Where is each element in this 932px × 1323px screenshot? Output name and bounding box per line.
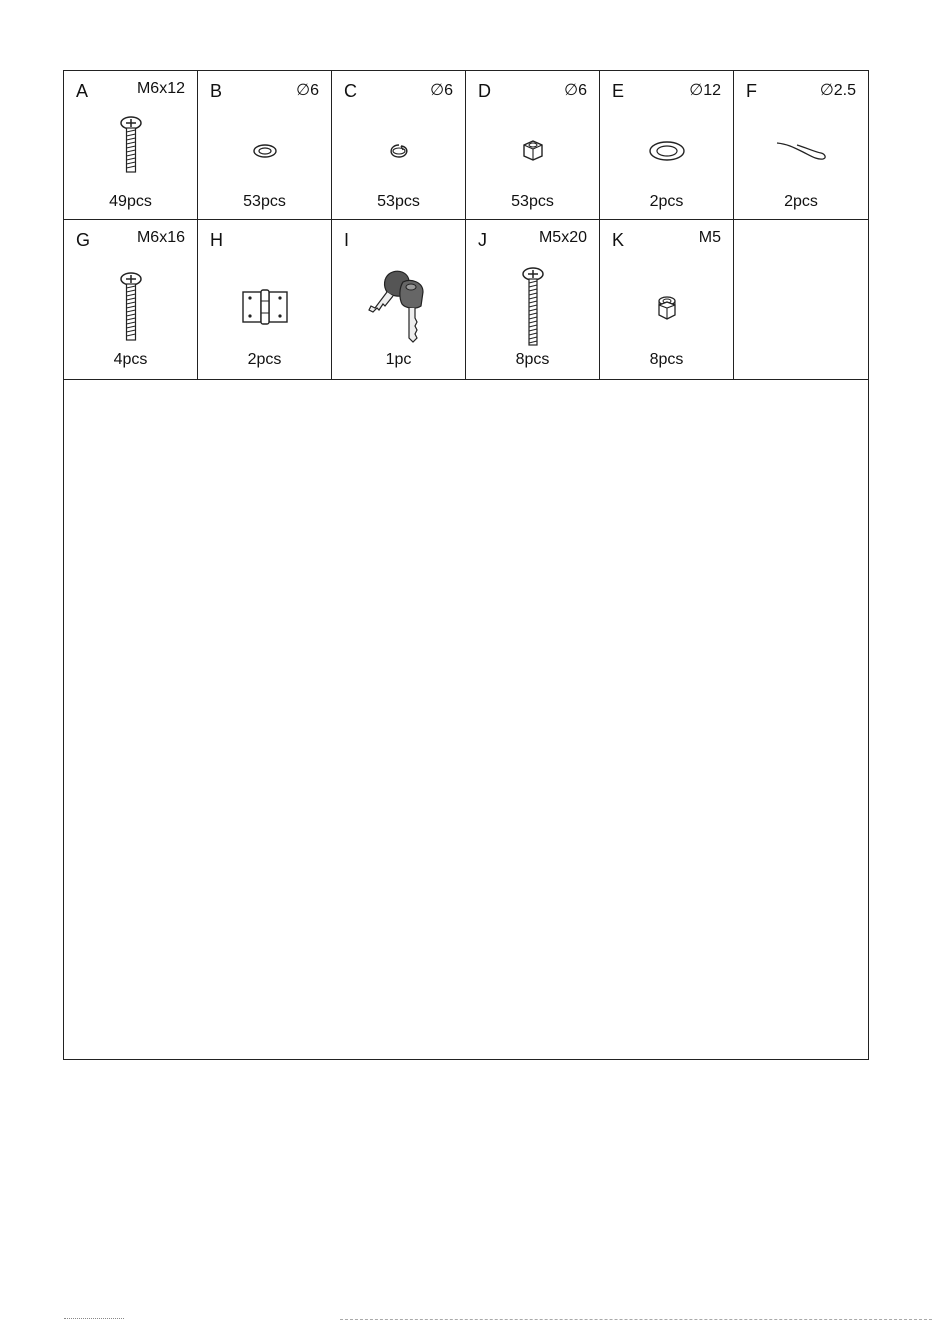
part-cell-k <box>600 220 734 380</box>
spring-washer-icon <box>384 141 414 161</box>
part-letter: H <box>210 230 223 250</box>
part-spec: M5 <box>698 229 721 246</box>
part-letter: E <box>612 81 625 101</box>
part-spec: ∅6 <box>296 82 319 99</box>
part-letter: A <box>76 81 89 101</box>
part-quantity: 53pcs <box>377 193 420 210</box>
part-quantity: 53pcs <box>243 193 286 210</box>
large-washer-icon <box>647 139 687 163</box>
part-quantity: 2pcs <box>784 193 818 210</box>
parts-grid <box>64 71 868 380</box>
hinge-icon <box>240 286 290 330</box>
washer-icon <box>250 141 280 161</box>
part-spec: M6x12 <box>136 80 185 97</box>
part-spec: ∅2.5 <box>819 82 856 99</box>
part-spec: M5x20 <box>538 229 587 246</box>
hex-nut-icon <box>518 138 548 164</box>
part-quantity: 4pcs <box>113 351 148 368</box>
part-cell-f <box>734 71 868 220</box>
part-letter: D <box>478 81 491 101</box>
part-spec: ∅12 <box>689 82 721 99</box>
part-letter: G <box>76 230 91 250</box>
part-letter: C <box>344 81 357 101</box>
part-letter: K <box>612 230 625 250</box>
part-cell-c <box>332 71 466 220</box>
part-quantity: 1pc <box>385 351 412 368</box>
part-quantity: 49pcs <box>109 193 152 210</box>
keys-icon <box>367 268 431 348</box>
screw-icon <box>116 116 146 186</box>
part-cell-d <box>466 71 600 220</box>
empty-cell <box>734 220 868 380</box>
hardware-parts-sheet <box>63 70 869 1060</box>
footer-line <box>340 1319 932 1321</box>
part-cell-i <box>332 220 466 380</box>
cotter-pin-icon <box>773 136 829 166</box>
part-quantity: 2pcs <box>247 351 282 368</box>
part-spec: ∅6 <box>430 82 453 99</box>
part-quantity: 2pcs <box>649 193 684 210</box>
part-quantity: 53pcs <box>511 193 554 210</box>
part-letter: I <box>344 230 350 250</box>
lock-nut-icon <box>652 293 682 323</box>
part-spec: ∅6 <box>564 82 587 99</box>
part-quantity: 8pcs <box>515 351 550 368</box>
part-cell-g <box>64 220 198 380</box>
part-cell-e <box>600 71 734 220</box>
footer-mark <box>64 1318 124 1321</box>
part-cell-b <box>198 71 332 220</box>
part-spec: M6x16 <box>136 229 185 246</box>
part-letter: F <box>746 81 757 101</box>
part-letter: B <box>210 81 223 101</box>
part-letter: J <box>478 230 487 250</box>
part-cell-j <box>466 220 600 380</box>
part-quantity: 8pcs <box>649 351 684 368</box>
screw-icon <box>518 267 548 349</box>
part-cell-h <box>198 220 332 380</box>
blank-panel <box>64 380 868 1059</box>
part-cell-a <box>64 71 198 220</box>
screw-icon <box>116 272 146 344</box>
